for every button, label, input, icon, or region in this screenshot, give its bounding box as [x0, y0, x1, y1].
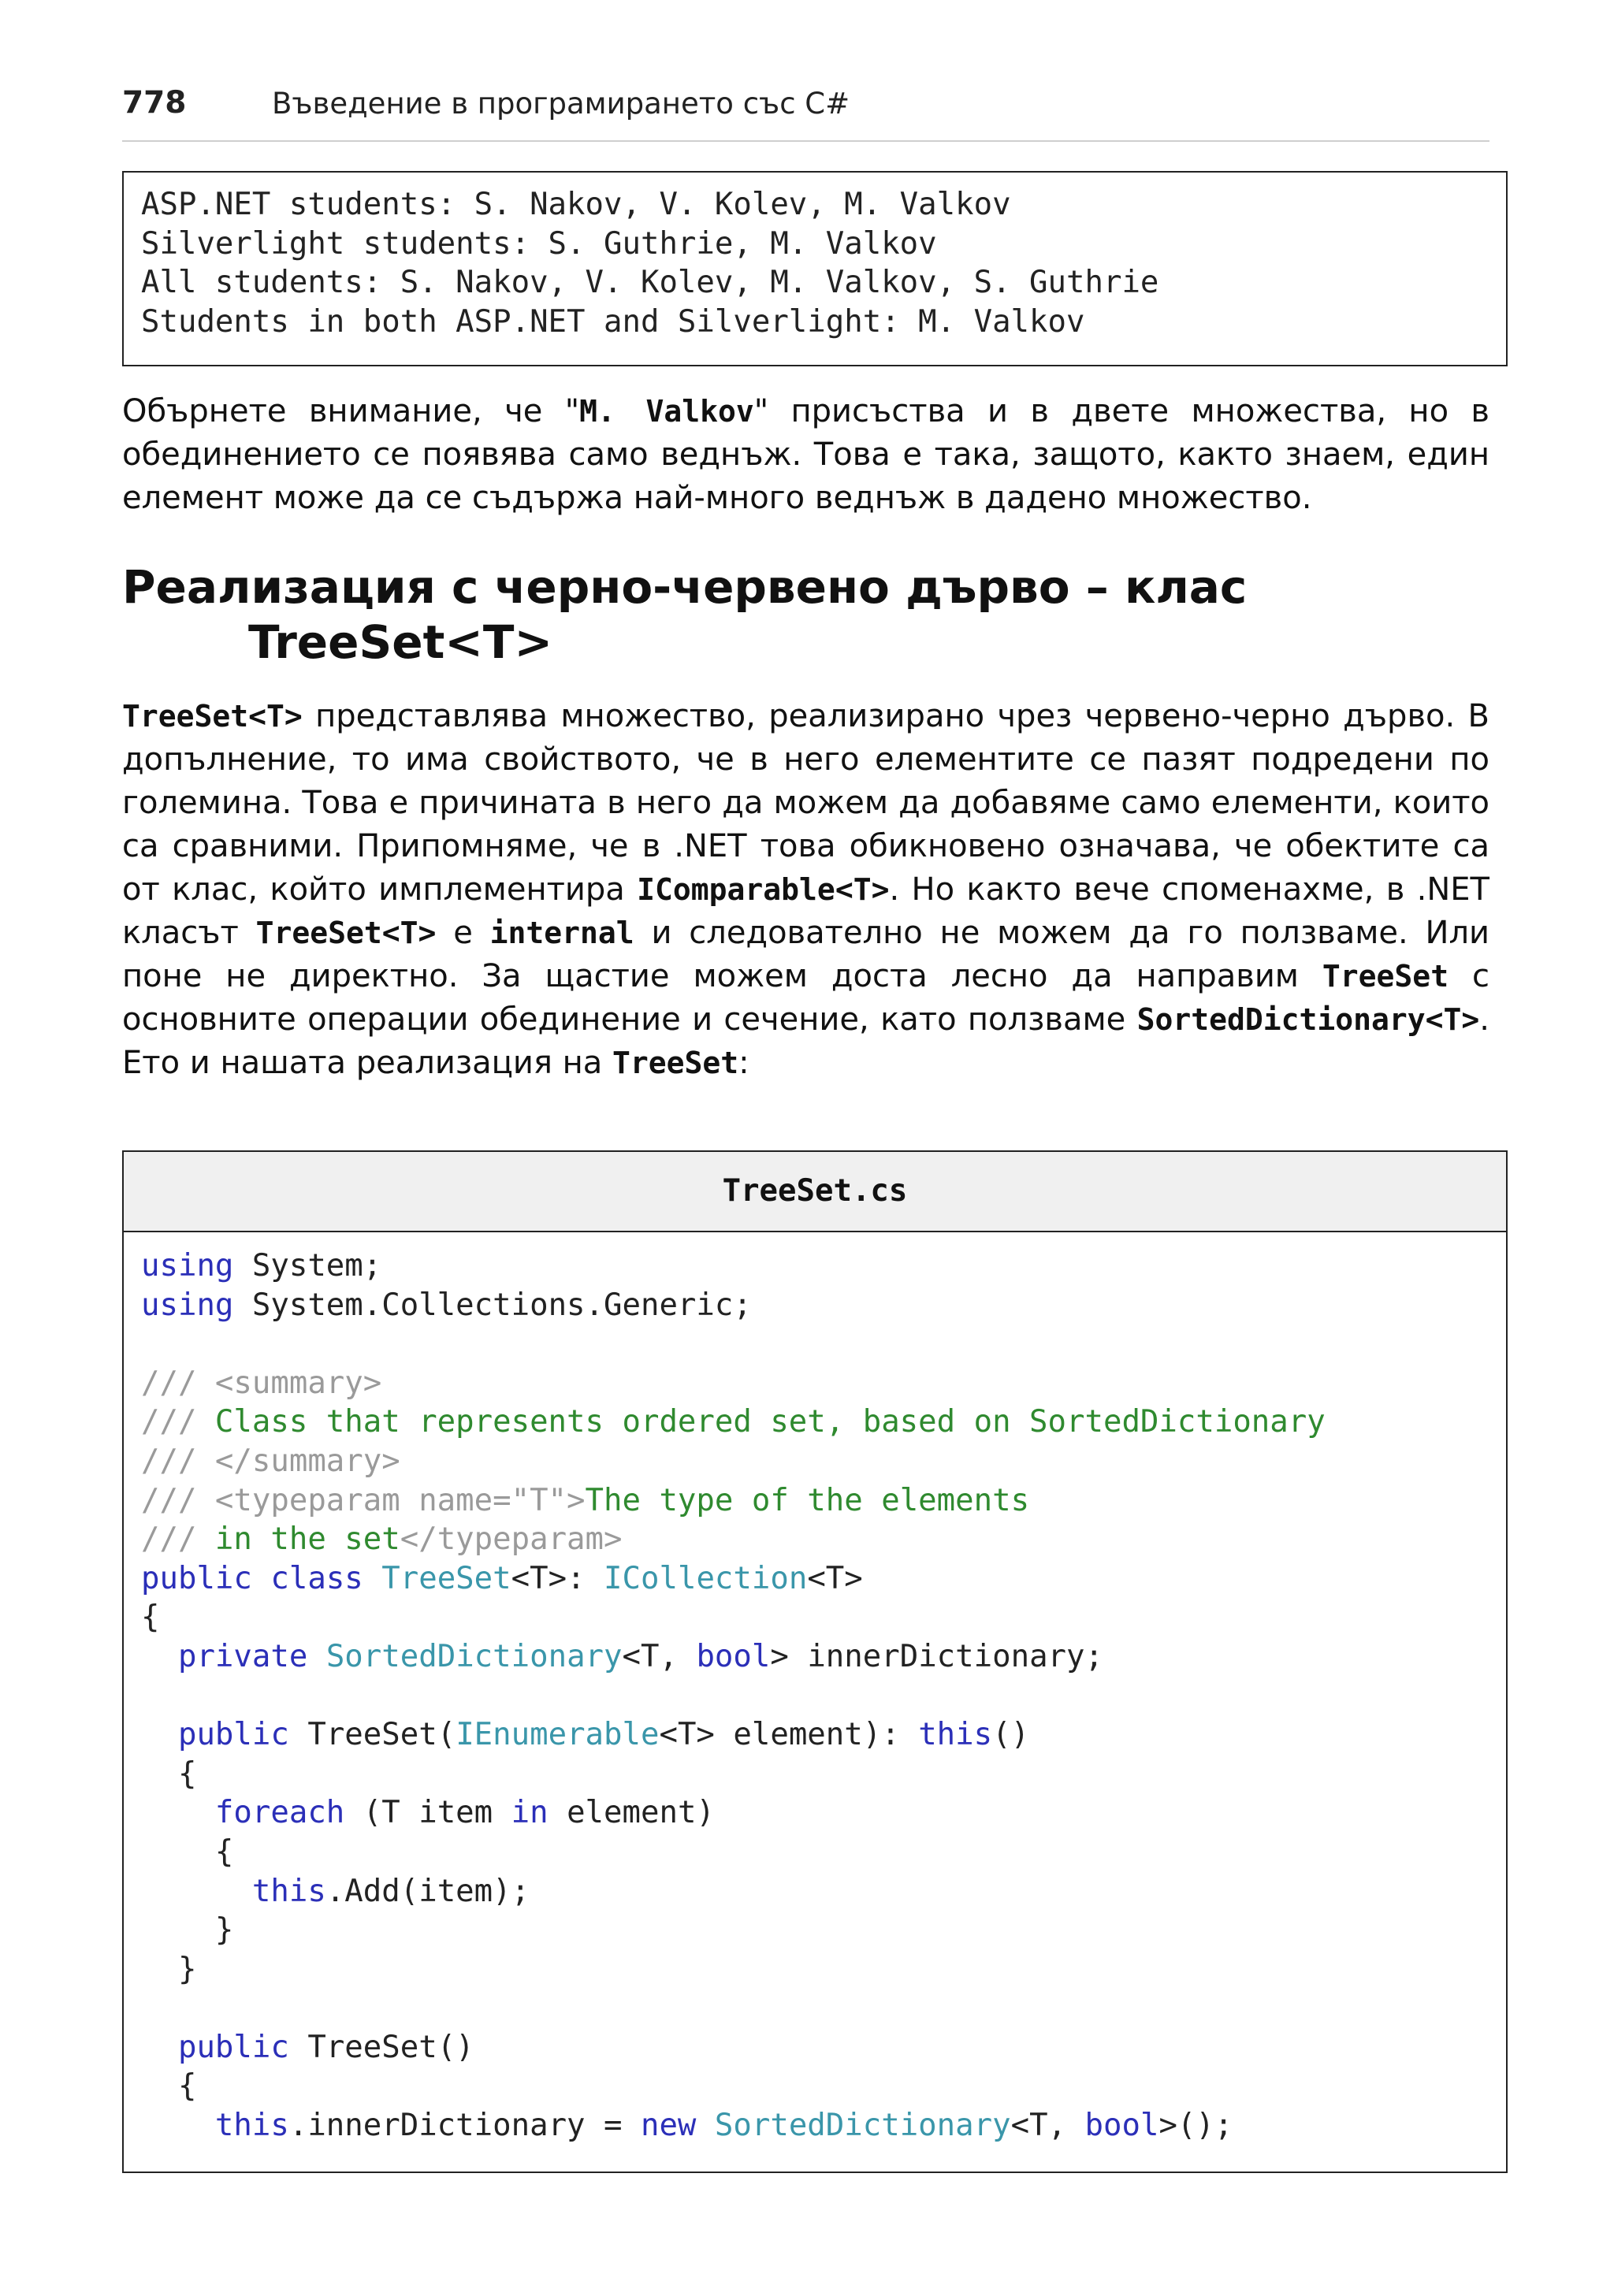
page-number: 778	[122, 85, 187, 121]
inline-code: internal	[489, 916, 634, 950]
code-body	[124, 1232, 1506, 2146]
code-line-blank	[141, 1324, 1506, 1364]
code-line: /// <summary>	[141, 1365, 382, 1401]
page-header	[122, 79, 1489, 142]
text-run: :	[738, 1045, 749, 1081]
code-line: {	[141, 1755, 197, 1792]
inline-code: TreeSet<T>	[255, 916, 437, 950]
code-line: foreach (T item in element)	[214, 1795, 715, 1831]
running-title: Въведение в програмирането със C#	[272, 87, 850, 121]
code-line: /// <typeparam name="T">The type of the elements	[141, 1482, 1030, 1518]
text-run: Обърнете внимание, че "	[122, 393, 580, 429]
code-line: this.Add(item);	[251, 1873, 530, 1909]
text-run: " присъства и в двете множества, но в обединението се появява само веднъж. Това е така, защото, както знаем, един елемент може да се съдържа най-много веднъж в дадено множество.	[122, 393, 1489, 516]
console-output-box	[122, 171, 1508, 366]
code-line-blank	[141, 1677, 1506, 1716]
code-line: /// in the set</typeparam>	[141, 1521, 623, 1558]
text-run: . Но както вече споменахме, в .NET класът	[122, 871, 1489, 951]
inline-code: TreeSet<T>	[122, 699, 303, 734]
text-run: и следователно не можем да го ползваме. Или поне не директно. За щастие можем доста лесно да направим	[122, 915, 1490, 994]
text-run: е	[436, 915, 490, 951]
output-line: Silverlight students: S. Guthrie, M. Valkov	[141, 225, 937, 262]
inline-code: IComparable<T>	[637, 872, 890, 907]
text-run: . Ето и нашата реализация на	[122, 1001, 1489, 1081]
code-line: /// </summary>	[141, 1443, 400, 1479]
code-line: using System.Collections.Generic;	[141, 1287, 752, 1323]
text-run: с основните операции обединение и сечение, като ползваме	[122, 958, 1489, 1038]
code-line: this.innerDictionary = new SortedDictionary<T, bool>();	[214, 2108, 1233, 2144]
code-line: private SortedDictionary<T, bool> innerDictionary;	[177, 1638, 1103, 1674]
code-line: }	[141, 1912, 234, 1949]
code-filename: TreeSet.cs	[124, 1152, 1506, 1232]
code-listing	[122, 1150, 1508, 2173]
inline-code: TreeSet	[612, 1046, 739, 1080]
output-line: ASP.NET students: S. Nakov, V. Kolev, M. Valkov	[141, 187, 1011, 222]
code-line: {	[141, 1599, 160, 1636]
paragraph-treeset-description	[122, 695, 1489, 1085]
code-line-blank	[141, 1989, 1506, 2028]
code-line: using System;	[141, 1248, 382, 1284]
code-line: public TreeSet()	[177, 2029, 474, 2065]
text-run: представлява множество, реализирано чрез червено-черно дърво. В допълнение, то има свойството, че в него елементите се пазят подредени по големина. Това е причината в него да можем да добавяме само елементи, които са сравними. Припомняме, че в .NET това обикновено означава, че обектите са от клас, който имплементира	[122, 698, 1489, 908]
inline-code: M. Valkov	[579, 394, 754, 429]
paragraph-union-note	[122, 390, 1489, 520]
code-line: public class TreeSet<T>: ICollection<T>	[141, 1560, 863, 1596]
inline-code: TreeSet	[1322, 959, 1449, 994]
output-line: All students: S. Nakov, V. Kolev, M. Valkov, S. Guthrie	[141, 265, 1159, 300]
code-line: {	[141, 1833, 234, 1870]
output-line: Students in both ASP.NET and Silverlight: M. Valkov	[141, 303, 1085, 340]
section-heading	[122, 559, 1489, 670]
heading-line-1: Реализация с черно-червено дърво – клас	[122, 560, 1248, 614]
heading-line-2: TreeSet<T>	[248, 615, 553, 669]
code-line: public TreeSet(IEnumerable<T> element): this()	[177, 1717, 1030, 1753]
code-line: }	[141, 1951, 197, 1987]
code-line: {	[141, 2068, 197, 2105]
code-line: /// Class that represents ordered set, based on SortedDictionary	[141, 1404, 1326, 1440]
inline-code: SortedDictionary<T>	[1136, 1002, 1480, 1037]
